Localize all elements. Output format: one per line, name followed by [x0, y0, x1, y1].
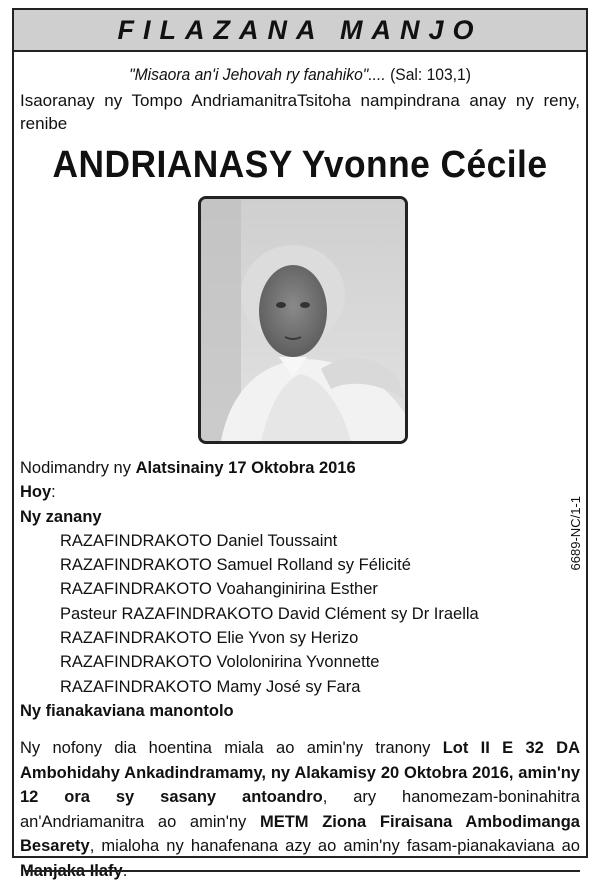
hoy-line [20, 480, 540, 504]
funeral-details [20, 736, 580, 883]
burial-place: Manjaka Ilafy [20, 861, 123, 880]
hoy-colon: : [51, 483, 56, 502]
notice-banner: FILAZANA MANJO [14, 10, 586, 52]
death-prefix: Nodimandry ny [20, 459, 136, 477]
funeral-text: , mialoha ny hanafenana azy ao amin'ny fasam-pianakaviana ao [89, 837, 580, 855]
deceased-name: ANDRIANASY Yvonne Cécile [52, 144, 548, 186]
list-item: RAZAFINDRAKOTO Voahanginirina Esther [60, 580, 378, 599]
list-item: RAZAFINDRAKOTO Daniel Toussaint [60, 531, 338, 550]
list-item: RAZAFINDRAKOTO Elie Yvon sy Herizo [60, 629, 359, 648]
death-line [20, 456, 540, 480]
portrait-image [201, 199, 405, 441]
list-item: Pasteur RAZAFINDRAKOTO David Clément sy Dr Iraella [60, 604, 479, 623]
bible-verse [37, 65, 563, 85]
children-heading: Ny zanany [20, 507, 102, 526]
verse-quote: "Misaora an'i Jehovah ry fanahiko".... [129, 65, 386, 84]
bottom-divider [26, 870, 580, 878]
family-line: Ny fianakaviana manontolo [20, 701, 234, 720]
hoy-label: Hoy [20, 483, 52, 502]
list-item: RAZAFINDRAKOTO Samuel Rolland sy Félicité [60, 556, 411, 575]
funeral-text: Ny nofony dia hoentina miala ao amin'ny tranony [20, 739, 443, 757]
notice-body [20, 456, 540, 723]
reference-code-container [566, 496, 586, 586]
intro-text: Isaoranay ny Tompo AndriamanitraTsitoha nampindrana anay ny reny, renibe [20, 91, 580, 133]
portrait-photo [198, 196, 408, 444]
funeral-text: , ary hanomezam-boninahitra an'Andriamanitra ao amin'ny [20, 788, 580, 831]
list-item: RAZAFINDRAKOTO Mamy José sy Fara [60, 677, 361, 696]
verse-reference: (Sal: 103,1) [385, 65, 471, 84]
funeral-address-time: Lot II E 32 DA Ambohidahy Ankadindramamy, ny Alakamisy 20 Oktobra 2016, amin'ny 12 ora sy sasany antoandro [20, 739, 580, 806]
reference-code: 6689-NC/1-1 [568, 496, 583, 571]
obituary-frame [12, 8, 588, 880]
funeral-text: . [122, 861, 128, 880]
death-date: Alatsinainy 17 Oktobra 2016 [135, 459, 356, 477]
church-name: METM Ziona Firaisana Ambodimanga Besarety [20, 812, 580, 855]
list-item: RAZAFINDRAKOTO Vololonirina Yvonnette [60, 653, 380, 672]
